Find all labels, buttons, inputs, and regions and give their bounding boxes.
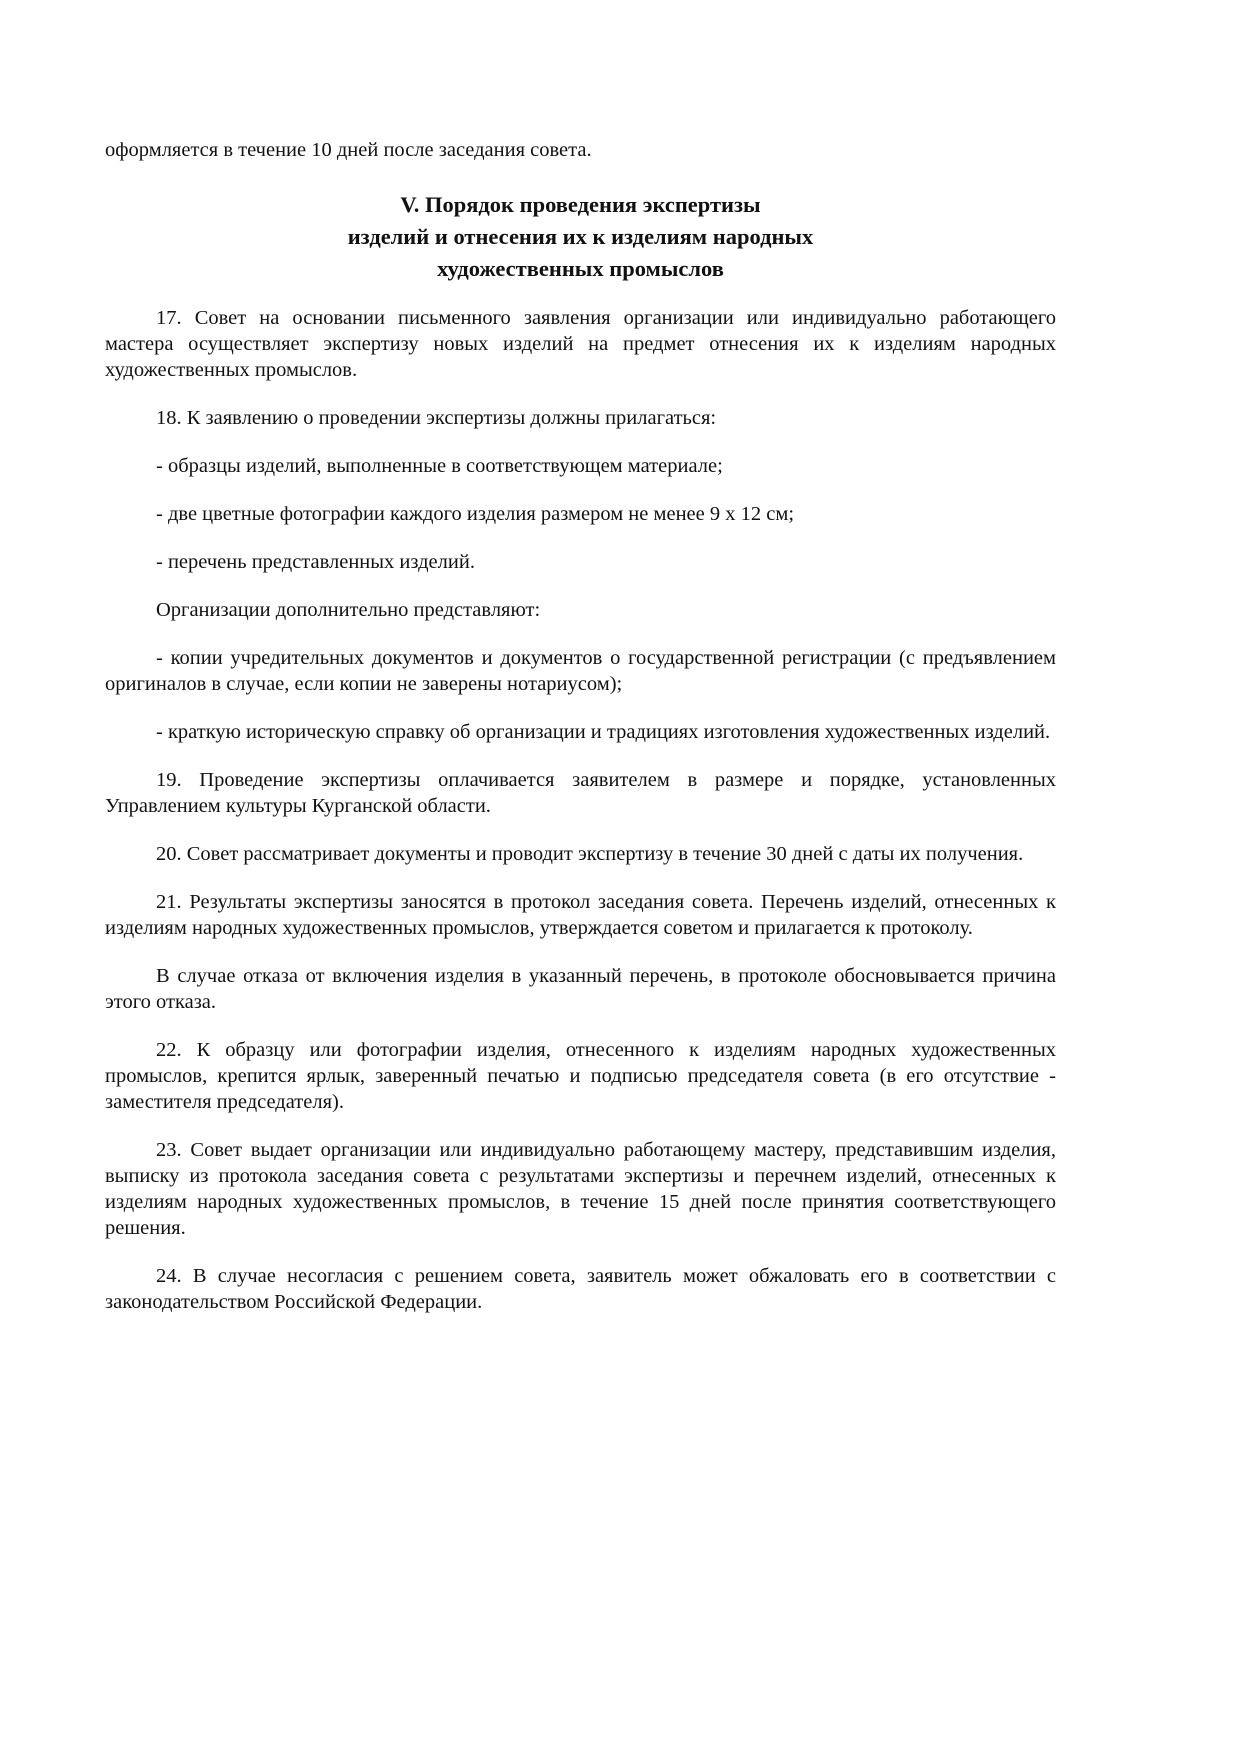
section-title-line: изделий и отнесения их к изделиям народных <box>347 224 814 249</box>
intro-text: оформляется в течение 10 дней после заседания совета. <box>105 139 592 161</box>
paragraph-23: 23. Совет выдает организации или индивидуально работающему мастеру, представившим изделия, выписку из протокола заседания совета с результатами экспертизы и перечнем изделий, отнесенных к изделиям народных художественных промыслов, в течение 15 дней после принятия соответствующего решения. <box>105 1139 1056 1239</box>
list-item: - перечень представленных изделий. <box>156 551 475 573</box>
paragraph-18: 18. К заявлению о проведении экспертизы должны прилагаться: <box>156 407 717 429</box>
list-item: - образцы изделий, выполненные в соответствующем материале; <box>156 455 723 477</box>
paragraph-24: 24. В случае несогласия с решением совета, заявитель может обжаловать его в соответствии с законодательством Российской Федерации. <box>105 1265 1056 1313</box>
paragraph-22: 22. К образцу или фотографии изделия, отнесенного к изделиям народных художественных промыслов, крепится ярлык, заверенный печатью и подписью председателя совета (в его отсутствие - заместителя председателя). <box>105 1039 1056 1113</box>
document-page <box>105 137 1056 1337</box>
paragraph: В случае отказа от включения изделия в указанный перечень, в протоколе обосновывается причина этого отказа. <box>105 965 1056 1013</box>
section-title-line: художественных промыслов <box>437 256 724 281</box>
section-title-line: V. Порядок проведения экспертизы <box>400 192 761 217</box>
list-item: - копии учредительных документов и документов о государственной регистрации (с предъявлением оригиналов в случае, если копии не заверены нотариусом); <box>105 647 1056 695</box>
paragraph-21: 21. Результаты экспертизы заносятся в протокол заседания совета. Перечень изделий, отнесенных к изделиям народных художественных промыслов, утверждается советом и прилагается к протоколу. <box>105 891 1056 939</box>
list-item: - краткую историческую справку об организации и традициях изготовления художественных изделий. <box>156 721 1051 743</box>
paragraph-20: 20. Совет рассматривает документы и проводит экспертизу в течение 30 дней с даты их получения. <box>156 843 1024 865</box>
list-item: - две цветные фотографии каждого изделия размером не менее 9 x 12 см; <box>156 503 795 525</box>
paragraph: Организации дополнительно представляют: <box>156 599 541 621</box>
section-title <box>105 189 1056 285</box>
paragraph-17: 17. Совет на основании письменного заявления организации или индивидуально работающего мастера осуществляет экспертизу новых изделий на предмет отнесения их к изделиям народных художественных промыслов. <box>105 307 1056 381</box>
paragraph-19: 19. Проведение экспертизы оплачивается заявителем в размере и порядке, установленных Управлением культуры Курганской области. <box>105 769 1056 817</box>
